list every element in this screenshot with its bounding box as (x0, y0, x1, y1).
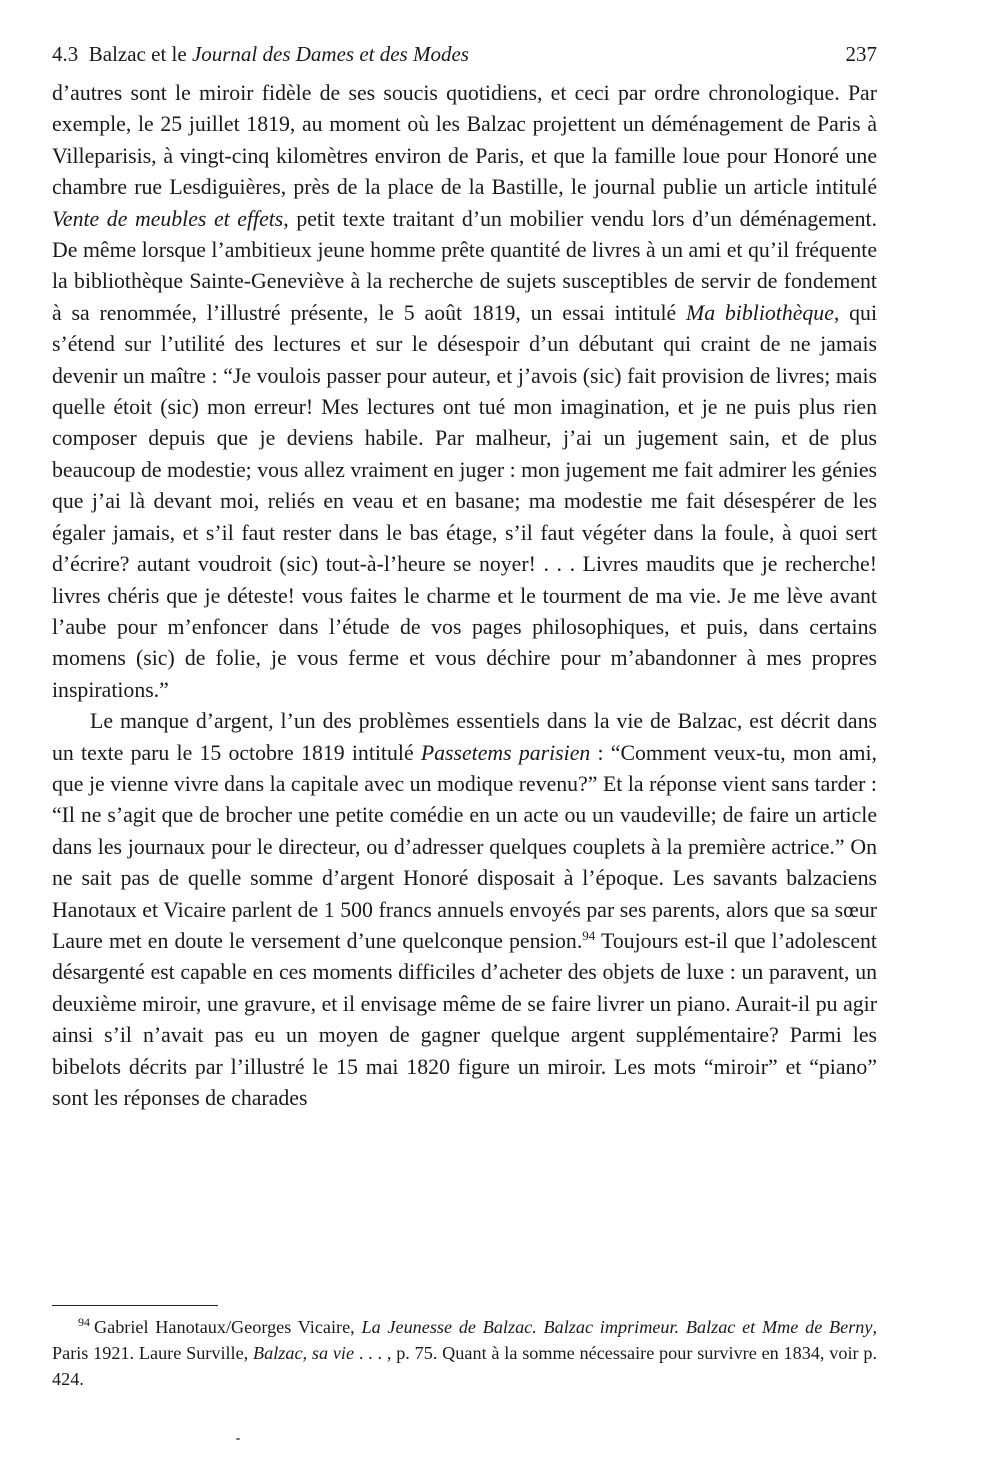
footnote-text-3: . . . , p. 75. Quant à la somme nécessaire pour survivre en 1834, voir p. 424. (52, 1343, 877, 1389)
section-number: 4.3 (52, 42, 79, 66)
paragraph-2-text-2: : “Comment veux-tu, mon ami, que je vienne vivre dans la capitale avec un modique revenu?” Et la réponse vient sans tarder : “Il ne s’agit que de brocher une petite comédie en un acte ou un vaudeville; de faire un article dans les journaux pour le directeur, ou d’adresser quelques couplets à la première actrice.” On ne sait pas de quelle somme d’argent Honoré disposait à l’époque. Les savants balzaciens Hanotaux et Vicaire parlent de 1 500 francs annuels envoyés par ses parents, alors que sa sœur Laure met en doute le versement d’une quelconque pension. (52, 740, 877, 953)
footnote-text-2: , Paris 1921. Laure Surville, (52, 1317, 877, 1363)
section-title-italic: Journal des Dames et des Modes (191, 42, 469, 66)
paragraph-1-italic-title-2: Ma bibliothèque (686, 300, 834, 325)
footnote-italic-2: Balzac, sa vie (253, 1343, 355, 1363)
footnote (52, 1314, 877, 1392)
paragraph-1-text-1: d’autres sont le miroir fidèle de ses soucis quotidiens, et ceci par ordre chronologique. Par exemple, le 25 juillet 1819, au moment où les Balzac projettent un déménagement de Paris à Villeparisis, à vingt-cinq kilomètres environ de Paris, et que la famille loue pour Honoré une chambre rue Lesdiguières, près de la place de la Bastille, le journal publie un article intitulé (52, 81, 877, 200)
paragraph-2-text-1: Le manque d’argent, l’un des problèmes essentiels dans la vie de Balzac, est décrit dans un texte paru le 15 octobre 1819 intitulé (52, 709, 877, 765)
paragraph-1-text-2: , petit texte traitant d’un mobilier vendu lors d’un déménagement. De même lorsque l’ambitieux jeune homme prête quantité de livres à un ami et qu’il fréquente la bibliothèque Sainte-Geneviève à la recherche de sujets susceptibles de servir de fondement à sa renommée, l’illustré présente, le 5 août 1819, un essai intitulé (52, 206, 877, 325)
section-prefix: Balzac et le (88, 42, 187, 66)
section-title (52, 42, 469, 67)
footnote-reference[interactable]: 94 (582, 927, 596, 943)
body-text (52, 78, 877, 1114)
paragraph-1 (52, 78, 877, 706)
paragraph-2 (52, 706, 877, 1114)
paragraph-1-italic-title-1: Vente de meubles et effets (52, 206, 284, 231)
footnote-italic-1: La Jeunesse de Balzac. Balzac imprimeur. Balzac et Mme de Berny (361, 1317, 873, 1337)
paragraph-2-text-3: Toujours est-il que l’adolescent désargenté est capable en ces moments difficiles d’acheter des objets de luxe : un paravent, un deuxième miroir, une gravure, et il envisage même de se faire livrer un piano. Aurait-il pu agir ainsi s’il n’avait pas eu un moyen de gagner quelque argent supplémentaire? Parmi les bibelots décrits par l’illustré le 15 mai 1820 figure un miroir. Les mots “miroir” et “piano” sont les réponses de charades (52, 928, 877, 1110)
footnote-divider (52, 1305, 218, 1306)
scan-speck (236, 1438, 240, 1440)
footnote-number: 94 (78, 1315, 90, 1329)
footnote-text-1: Gabriel Hanotaux/Georges Vicaire, (94, 1317, 362, 1337)
page-number: 237 (845, 42, 877, 66)
paragraph-2-italic-title: Passetems parisien (420, 740, 591, 765)
book-page (52, 42, 877, 1114)
running-head (52, 42, 877, 78)
paragraph-1-text-3: , qui s’étend sur l’utilité des lectures et sur le désespoir d’un débutant qui craint de ne jamais devenir un maître : “Je voulois passer pour auteur, et j’avois (sic) fait provision de livres; mais quelle étoit (sic) mon erreur! Mes lectures ont tué mon imagination, et je ne puis plus rien composer depuis que je deviens habile. Par malheur, j’ai un jugement sain, et de plus beaucoup de modestie; vous allez vraiment en juger : mon jugement me fait admirer les génies que j’ai là devant moi, reliés en veau et en basane; ma modestie me fait désespérer de les égaler jamais, et s’il faut rester dans le bas étage, s’il faut végéter dans la foule, à quoi sert d’écrire? autant voudroit (sic) tout-à-l’heure se noyer! . . . Livres maudits que je recherche! livres chéris que je déteste! vous faites le charme et le tourment de ma vie. Je me lève avant l’aube pour m’enfoncer dans l’étude de vos pages philosophiques, et puis, dans certains momens (sic) de folie, je vous ferme et vous déchire pour m’abandonner à mes propres inspirations.” (52, 300, 878, 702)
